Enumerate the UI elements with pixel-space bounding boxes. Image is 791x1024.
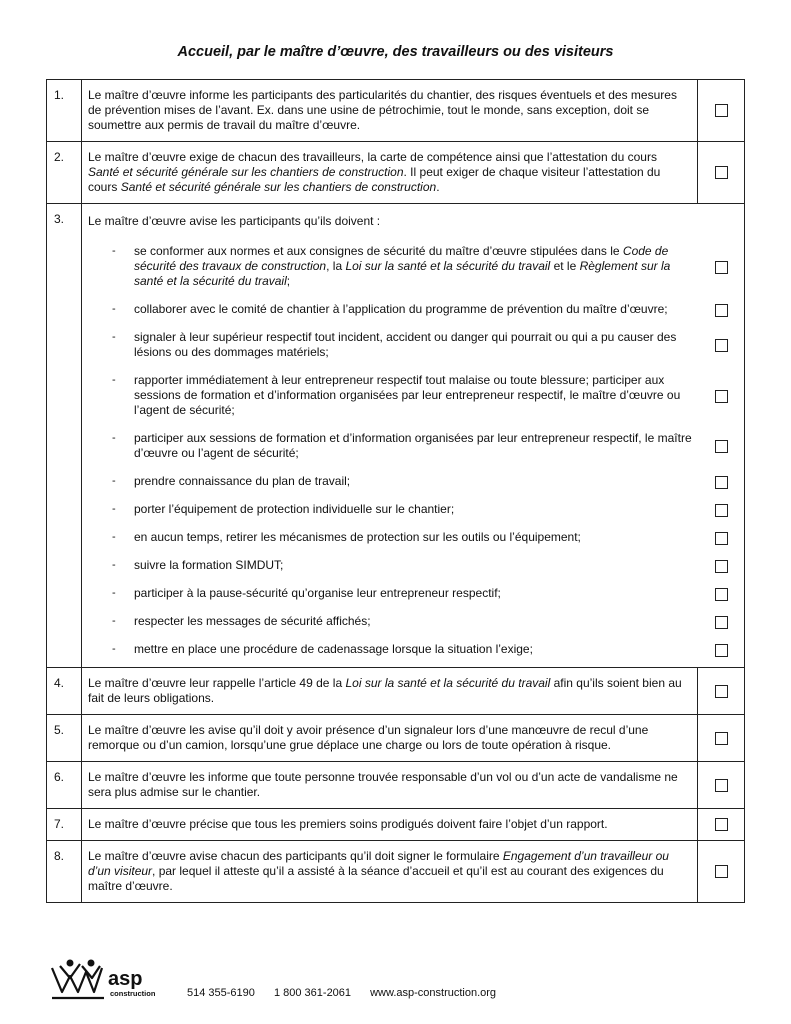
checkbox[interactable] [715,261,728,274]
text-segment: et le [550,259,580,273]
item-text [82,668,698,715]
text-segment: . [436,180,440,194]
item-number: 8. [47,841,82,903]
italic-reference: Engagement d’un travailleur ou d’un visiteur [88,849,669,878]
checkbox[interactable] [715,865,728,878]
item-text [82,204,745,668]
phone-local: 514 355-6190 [187,987,255,999]
checkbox[interactable] [715,616,728,629]
checkbox[interactable] [715,779,728,792]
logo-text: asp [108,968,143,990]
sub-item [88,642,694,657]
sub-item [88,330,694,360]
bullet-dash: - [112,503,116,515]
text-segment: ; [286,274,291,288]
footer [50,958,750,1008]
sub-item-text [134,586,694,601]
bullet-dash: - [112,303,116,315]
text-segment: respecter les messages de sécurité affichés; [134,614,371,628]
text-segment: mettre en place une procédure de cadenassage lorsque la situation l’exige; [134,642,533,656]
sub-item-text [134,474,694,489]
checkbox-cell [698,142,745,204]
text-segment: Le maître d’œuvre précise que tous les premiers soins prodigués doivent faire l’objet d’un rapport. [88,817,608,831]
sub-item-text [134,244,694,289]
italic-reference: Règlement sur la santé et la sécurité du travail [134,259,671,288]
text-segment: signaler à leur supérieur respectif tout incident, accident ou danger qui pourrait ou qui a pu causer des lésions ou des dommages matériels; [134,330,677,359]
bullet-dash: - [112,245,116,257]
sub-item-text [134,373,694,418]
sub-item-text [134,302,694,317]
checklist-table [46,79,745,903]
bullet-dash: - [112,615,116,627]
sub-item-text [134,614,694,629]
website-link[interactable]: www.asp-construction.org [370,987,497,999]
checkbox-cell [698,841,745,903]
checkbox[interactable] [715,532,728,545]
item-text [82,841,698,903]
sub-item [88,244,694,289]
text-segment: participer à la pause-sécurité qu’organise leur entrepreneur respectif; [134,586,501,600]
checkbox[interactable] [715,440,728,453]
asp-construction-logo [50,958,162,1002]
bullet-dash: - [112,475,116,487]
sub-item [88,530,694,545]
text-segment: . Il peut exiger de chaque visiteur l’attestation du cours [88,165,661,194]
checklist-row [47,204,745,668]
checkbox-cell [698,668,745,715]
text-segment: se conformer aux normes et aux consignes de sécurité du maître d’œuvre stipulées dans le [134,244,623,258]
checkbox[interactable] [715,685,728,698]
sub-item-text [134,431,694,461]
sub-item [88,431,694,461]
text-segment: en aucun temps, retirer les mécanismes de protection sur les outils ou l’équipement; [134,530,581,544]
checklist-row [47,80,745,142]
text-segment: porter l’équipement de protection individuelle sur le chantier; [134,502,455,516]
text-segment: afin qu’ils soient bien au fait de leurs obligations. [88,676,682,705]
checkbox-cell [698,715,745,762]
text-segment: Le maître d’œuvre exige de chacun des travailleurs, la carte de compétence ainsi que l’attestation du cours [88,150,657,164]
checkbox[interactable] [715,304,728,317]
sub-item [88,302,694,317]
text-segment: Le maître d’œuvre leur rappelle l’article 49 de la [88,676,346,690]
checklist-row [47,142,745,204]
logo-subtext: construction [110,989,156,998]
item-text [82,142,698,204]
bullet-dash: - [112,587,116,599]
checkbox[interactable] [715,818,728,831]
checklist-row [47,668,745,715]
item-number: 2. [47,142,82,204]
bullet-dash: - [112,331,116,343]
checkbox[interactable] [715,476,728,489]
bullet-dash: - [112,432,116,444]
bullet-dash: - [112,559,116,571]
sub-item-text [134,642,694,657]
checklist-row [47,809,745,841]
checkbox[interactable] [715,732,728,745]
text-segment: prendre connaissance du plan de travail; [134,474,351,488]
item-number: 7. [47,809,82,841]
text-segment: Le maître d’œuvre les informe que toute personne trouvée responsable d’un vol ou d’un acte de vandalisme ne sera plus admise sur le chantier. [88,770,678,799]
italic-reference: Code de sécurité des travaux de construction [134,244,669,273]
sub-item-text [134,502,694,517]
checkbox[interactable] [715,166,728,179]
checklist-row [47,841,745,903]
text-segment: Le maître d’œuvre informe les participants des particularités du chantier, des risques éventuels et des mesures de prévention mises de l’avant. Ex. dans une usine de pétrochimie, tout le monde, sans exception, doit se soumettre aux permis de travail du maître d’œuvre. [88,88,677,132]
text-segment: rapporter immédiatement à leur entrepreneur respectif tout malaise ou toute blessure; participer aux sessions de formation et d’information organisées par leur entrepreneur respectif, le maître d’œuvre ou l’agent de sécurité; [134,373,681,417]
checkbox[interactable] [715,104,728,117]
checkbox[interactable] [715,504,728,517]
checkbox-cell [698,762,745,809]
sub-item [88,586,694,601]
sub-item-text [134,330,694,360]
sub-item-text [134,558,694,573]
item-text [82,80,698,142]
checkbox-cell [698,80,745,142]
sub-item [88,558,694,573]
italic-reference: Loi sur la santé et la sécurité du travail [345,259,551,273]
italic-reference: Santé et sécurité générale sur les chantiers de construction [120,180,437,194]
item-number: 3. [47,204,82,668]
item-text [82,762,698,809]
checkbox[interactable] [715,560,728,573]
item-text [82,809,698,841]
checkbox[interactable] [715,588,728,601]
item-number: 5. [47,715,82,762]
checkbox[interactable] [715,644,728,657]
checkbox[interactable] [715,390,728,403]
italic-reference: Loi sur la santé et la sécurité du travail [345,676,551,690]
sub-item [88,614,694,629]
sub-item-text [134,530,694,545]
checkbox[interactable] [715,339,728,352]
sub-item [88,502,694,517]
bullet-dash: - [112,374,116,386]
sub-item [88,373,694,418]
text-segment: Le maître d’œuvre avise chacun des participants qu’il doit signer le formulaire [88,849,503,863]
checkbox-cell [698,809,745,841]
item-text [82,715,698,762]
bullet-dash: - [112,643,116,655]
checklist-row [47,715,745,762]
checklist-row [47,762,745,809]
page-title: Accueil, par le maître d’œuvre, des travailleurs ou des visiteurs [177,44,614,60]
text-segment: collaborer avec le comité de chantier à l’application du programme de prévention du maître d’œuvre; [134,302,668,316]
text-segment: , par lequel il atteste qu’il a assisté à la séance d’accueil et qu’il est au courant des exigences du maître d’œuvre. [88,864,664,893]
item-number: 6. [47,762,82,809]
text-segment: , la [326,259,346,273]
italic-reference: Santé et sécurité générale sur les chantiers de construction [88,165,404,179]
text-segment: Le maître d’œuvre les avise qu’il doit y avoir présence d’un signaleur lors d’une manœuvre de recul d’une remorque ou d’un camion, lorsqu’une grue déplace une charge ou lors de toute opération à risque. [88,723,649,752]
text-segment: participer aux sessions de formation et d’information organisées par leur entrepreneur respectif, le maître d’œuvre ou l’agent de sécurité; [134,431,692,460]
phone-tollfree: 1 800 361-2061 [273,987,352,999]
contact-line [187,987,512,999]
item-number: 1. [47,80,82,142]
bullet-dash: - [112,531,116,543]
item-number: 4. [47,668,82,715]
item-intro: Le maître d’œuvre avise les participants qu’ils doivent : [88,214,381,228]
sub-item [88,474,694,489]
text-segment: suivre la formation SIMDUT; [134,558,284,572]
